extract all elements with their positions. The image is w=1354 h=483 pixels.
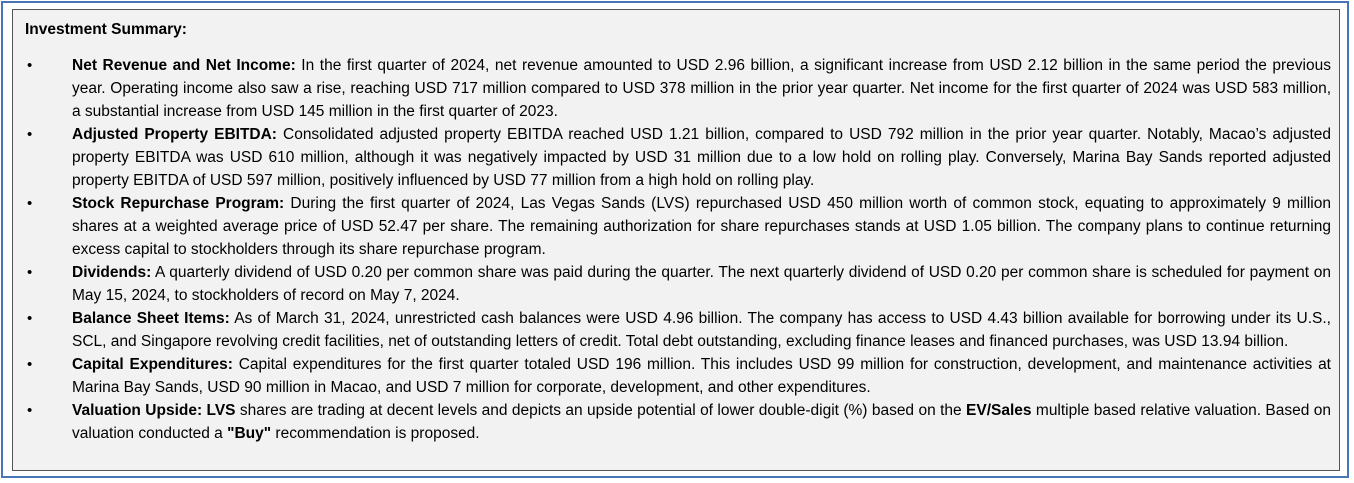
list-item (25, 353, 1331, 399)
item-text: Capital expenditures for the first quarter totaled USD 196 million. This includes USD 99 million for construction, development, and maintenance activities at Marina Bay Sands, USD 90 million in Macao, and USD 7 million for corporate, development, and other expenditures. (72, 356, 1331, 396)
bullet-icon: • (27, 126, 33, 143)
item-title: Dividends: (72, 264, 152, 281)
item-title: Balance Sheet Items: (72, 310, 230, 327)
list-item-valuation (25, 399, 1331, 445)
list-item (25, 123, 1331, 192)
valuation-ticker: LVS (206, 402, 236, 419)
valuation-recommendation: "Buy" (227, 425, 272, 442)
list-item (25, 307, 1331, 353)
section-heading: Investment Summary: (25, 21, 187, 38)
item-text: A quarterly dividend of USD 0.20 per common share was paid during the quarter. The next quarterly dividend of USD 0.20 per common share is scheduled for payment on May 15, 2024, to stockholders of record on May 7, 2024. (72, 264, 1331, 304)
valuation-title: Valuation Upside: (72, 402, 203, 419)
document-frame (1, 1, 1349, 478)
bullet-icon: • (27, 356, 33, 373)
valuation-text-b: multiple based relative valuation. Based on valuation conducted a (72, 402, 1331, 442)
item-text: In the first quarter of 2024, net revenue amounted to USD 2.96 billion, a significant increase from USD 2.12 billion in the same period the previous year. Operating income also saw a rise, reaching USD 717 million compared to USD 378 million in the prior year quarter. Net income for the first quarter of 2024 was USD 583 million, a substantial increase from USD 145 million in the first quarter of 2023. (72, 57, 1331, 120)
item-text: As of March 31, 2024, unrestricted cash balances were USD 4.96 billion. The company has access to USD 4.43 billion available for borrowing under its U.S., SCL, and Singapore revolving credit facilities, net of outstanding letters of credit. Total debt outstanding, excluding finance leases and financed purchases, was USD 13.94 billion. (72, 310, 1331, 350)
bullet-icon: • (27, 310, 33, 327)
list-item (25, 261, 1331, 307)
valuation-text-c: recommendation is proposed. (271, 425, 480, 442)
list-item (25, 54, 1331, 123)
item-title: Net Revenue and Net Income: (72, 57, 296, 74)
valuation-text-a: shares are trading at decent levels and depicts an upside potential of lower double-digit (%) based on the (235, 402, 967, 419)
list-item (25, 192, 1331, 261)
summary-list (25, 54, 1331, 445)
bullet-icon: • (27, 402, 33, 419)
bullet-icon: • (27, 264, 33, 281)
item-title: Adjusted Property EBITDA: (72, 126, 277, 143)
item-title: Capital Expenditures: (72, 356, 233, 373)
item-text: During the first quarter of 2024, Las Vegas Sands (LVS) repurchased USD 450 million worth of common stock, equating to approximately 9 million shares at a weighted average price of USD 52.47 per share. The remaining authorization for share repurchases stands at USD 1.05 billion. The company plans to continue returning excess capital to stockholders through its share repurchase program. (72, 195, 1331, 258)
bullet-icon: • (27, 57, 33, 74)
valuation-metric: EV/Sales (966, 402, 1032, 419)
item-text: Consolidated adjusted property EBITDA reached USD 1.21 billion, compared to USD 792 million in the prior year quarter. Notably, Macao’s adjusted property EBITDA was USD 610 million, although it was negatively impacted by USD 31 million due to a low hold on rolling play. Conversely, Marina Bay Sands reported adjusted property EBITDA of USD 597 million, positively influenced by USD 77 million from a high hold on rolling play. (72, 126, 1331, 189)
bullet-icon: • (27, 195, 33, 212)
item-title: Stock Repurchase Program: (72, 195, 285, 212)
investment-summary-box (12, 9, 1340, 471)
